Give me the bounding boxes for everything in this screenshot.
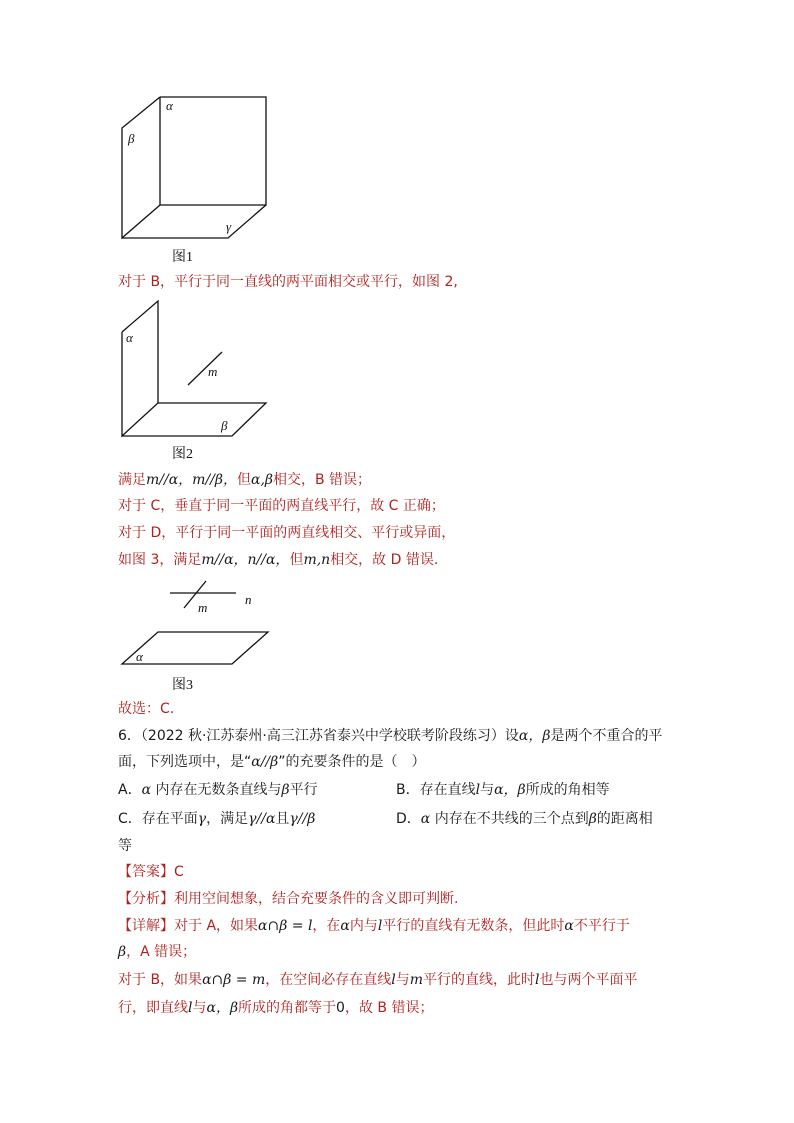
detail-b-line2-zero: 0 <box>336 1000 345 1016</box>
opt-a-prefix: A． <box>118 782 142 798</box>
analysis-text: 利用空间想象，结合充要条件的含义即可判断. <box>174 891 459 907</box>
detail-b-line2-suffix: ，故 B 错误； <box>344 1000 434 1016</box>
opt-b-l: l <box>475 782 481 798</box>
fig1-plane-beta <box>122 97 160 238</box>
b-cond-ab: α,β <box>250 472 273 488</box>
detail-b-l2: l <box>535 972 540 988</box>
fig2-caption: 图2 <box>172 447 193 462</box>
opt-b-suffix: 所成的角相等 <box>525 782 610 798</box>
q6-stem-line1-suffix: 是两个不重合的平 <box>550 728 663 744</box>
detail-b-prefix: 对于 B，如果 <box>118 972 203 988</box>
detail-b-m: m <box>409 972 424 988</box>
opt-b-ab: α，β <box>494 782 526 798</box>
detail-b-line2-mid: 与 <box>192 1000 207 1016</box>
q6-option-d-line2: 等 <box>118 838 132 854</box>
opt-d-suffix: 的距离相 <box>596 811 653 827</box>
opt-d-alpha: α <box>420 811 431 827</box>
q6-stem-line1-prefix: 6．（2022 秋·江苏泰州·高三江苏省泰兴中学校联考阶段练习）设 <box>118 728 519 744</box>
detail-a-mid3: 平行的直线有无数条，但此时 <box>382 918 565 934</box>
opt-b-mid: 与 <box>480 782 495 798</box>
fig3-label-m: m <box>198 600 208 615</box>
detail-b-line2-prefix: 行，即直线 <box>118 1000 188 1016</box>
fig3-label-alpha: α <box>136 649 143 664</box>
detail-b-line2-mid2: 所成的角都等于 <box>238 1000 337 1016</box>
d-line2-mid: 但 <box>289 552 304 568</box>
detail-a-mid1: ，在 <box>312 918 341 934</box>
detail-a-mid2: 内与 <box>349 918 378 934</box>
q6-stem-line1 <box>118 726 662 746</box>
q6-stem-line2-cond: α//β <box>251 754 279 770</box>
answer-tag: 【答案】 <box>118 864 174 880</box>
detail-a-alpha2: α <box>564 918 574 934</box>
opt-d-text: 内存在不共线的三个点到 <box>430 811 589 827</box>
fig2-label-beta: β <box>221 418 228 433</box>
d-line2-suffix: 相交，故 D 错误. <box>330 552 439 568</box>
text-b-intro: 对于 B，平行于同一直线的两平面相交或平行，如图 2, <box>118 274 458 290</box>
q6-option-b[interactable] <box>396 780 610 800</box>
opt-a-beta: β <box>281 782 290 798</box>
opt-a-alpha: α <box>141 782 152 798</box>
q6-option-d[interactable] <box>396 809 653 829</box>
fig2-label-m: m <box>208 364 218 379</box>
detail-a-expr: α∩β = l <box>258 918 313 934</box>
opt-c-c2: γ//β <box>289 811 316 827</box>
q6-stem-line2-prefix: 面，下列选项中，是“ <box>118 754 252 770</box>
detail-a-prefix: 对于 A，如果 <box>174 918 259 934</box>
opt-c-c1: γ//α <box>248 811 276 827</box>
solution-detail-a-line2 <box>118 942 196 962</box>
answer-value: C <box>174 864 184 880</box>
fig1-caption: 图1 <box>172 250 193 265</box>
d-line2-2: n//α， <box>247 552 290 568</box>
fig1-plane-gamma <box>122 205 266 238</box>
q6-option-c[interactable] <box>118 809 315 829</box>
d-line2-1: m//α， <box>201 552 248 568</box>
opt-c-prefix: C．存在平面 <box>118 811 198 827</box>
solution-answer <box>118 862 184 882</box>
q6-stem-line2 <box>118 752 426 772</box>
q6-stem-line2-suffix: ”的充要条件的是（ ） <box>278 754 426 770</box>
text-b-condition <box>118 470 371 490</box>
opt-c-and: 且 <box>275 811 290 827</box>
text-answer-select: 故选：C. <box>118 701 175 717</box>
detail-a-line2-beta: β <box>118 944 127 960</box>
solution-analysis <box>118 889 458 909</box>
fig1-plane-alpha <box>160 97 266 205</box>
detail-b-mid3: 平行的直线，此时 <box>423 972 536 988</box>
detail-b-mid1: ，在空间必存在直线 <box>265 972 392 988</box>
detail-b-expr: α∩β = m <box>202 972 266 988</box>
detail-b-l: l <box>391 972 396 988</box>
opt-b-prefix: B．存在直线 <box>396 782 476 798</box>
detail-b-line2-l: l <box>188 1000 193 1016</box>
fig2-label-alpha: α <box>126 330 133 345</box>
detail-tag: 【详解】 <box>118 918 174 934</box>
b-cond-2: m//β， <box>192 472 237 488</box>
opt-a-suffix: 平行 <box>289 782 318 798</box>
b-cond-suffix: 相交，B 错误； <box>272 472 372 488</box>
fig1-label-alpha: α <box>166 98 173 113</box>
text-d-line2 <box>118 550 438 570</box>
opt-d-prefix: D． <box>396 811 421 827</box>
fig3-plane-alpha <box>122 632 268 664</box>
q6-option-a[interactable] <box>118 780 318 800</box>
text-c-line: 对于 C，垂直于同一平面的两直线平行，故 C 正确； <box>118 498 445 514</box>
b-cond-1: m//α， <box>146 472 193 488</box>
fig1-label-beta: β <box>128 131 135 146</box>
solution-detail-b-line2 <box>118 998 433 1018</box>
fig3-caption: 图3 <box>172 678 193 693</box>
detail-a-l: l <box>377 918 383 934</box>
detail-a-alpha: α <box>340 918 350 934</box>
opt-c-gamma: γ <box>197 811 207 827</box>
q6-stem-line1-ab: α，β <box>518 728 551 744</box>
detail-a-line2-suffix: ，A 错误； <box>126 944 197 960</box>
detail-b-line2-ab: α，β <box>206 1000 239 1016</box>
fig2-plane-alpha <box>122 301 158 436</box>
opt-a-text: 内存在无数条直线与 <box>151 782 282 798</box>
b-cond-prefix: 满足 <box>118 472 146 488</box>
fig2-plane-beta <box>122 403 266 436</box>
d-line2-mn: m,n <box>303 552 331 568</box>
solution-detail-a <box>118 916 630 936</box>
b-cond-mid: 但 <box>236 472 251 488</box>
d-line2-prefix: 如图 3，满足 <box>118 552 202 568</box>
opt-c-mid: ，满足 <box>206 811 249 827</box>
analysis-tag: 【分析】 <box>118 891 174 907</box>
opt-d-beta: β <box>588 811 597 827</box>
solution-detail-b <box>118 970 638 990</box>
detail-b-mid2: 与 <box>395 972 410 988</box>
fig3-label-n: n <box>245 592 252 607</box>
detail-a-suffix: 不平行于 <box>573 918 630 934</box>
text-d-line1: 对于 D，平行于同一平面的两直线相交、平行或异面， <box>118 525 456 541</box>
fig1-label-gamma: γ <box>226 219 232 234</box>
detail-b-suffix: 也与两个平面平 <box>539 972 638 988</box>
